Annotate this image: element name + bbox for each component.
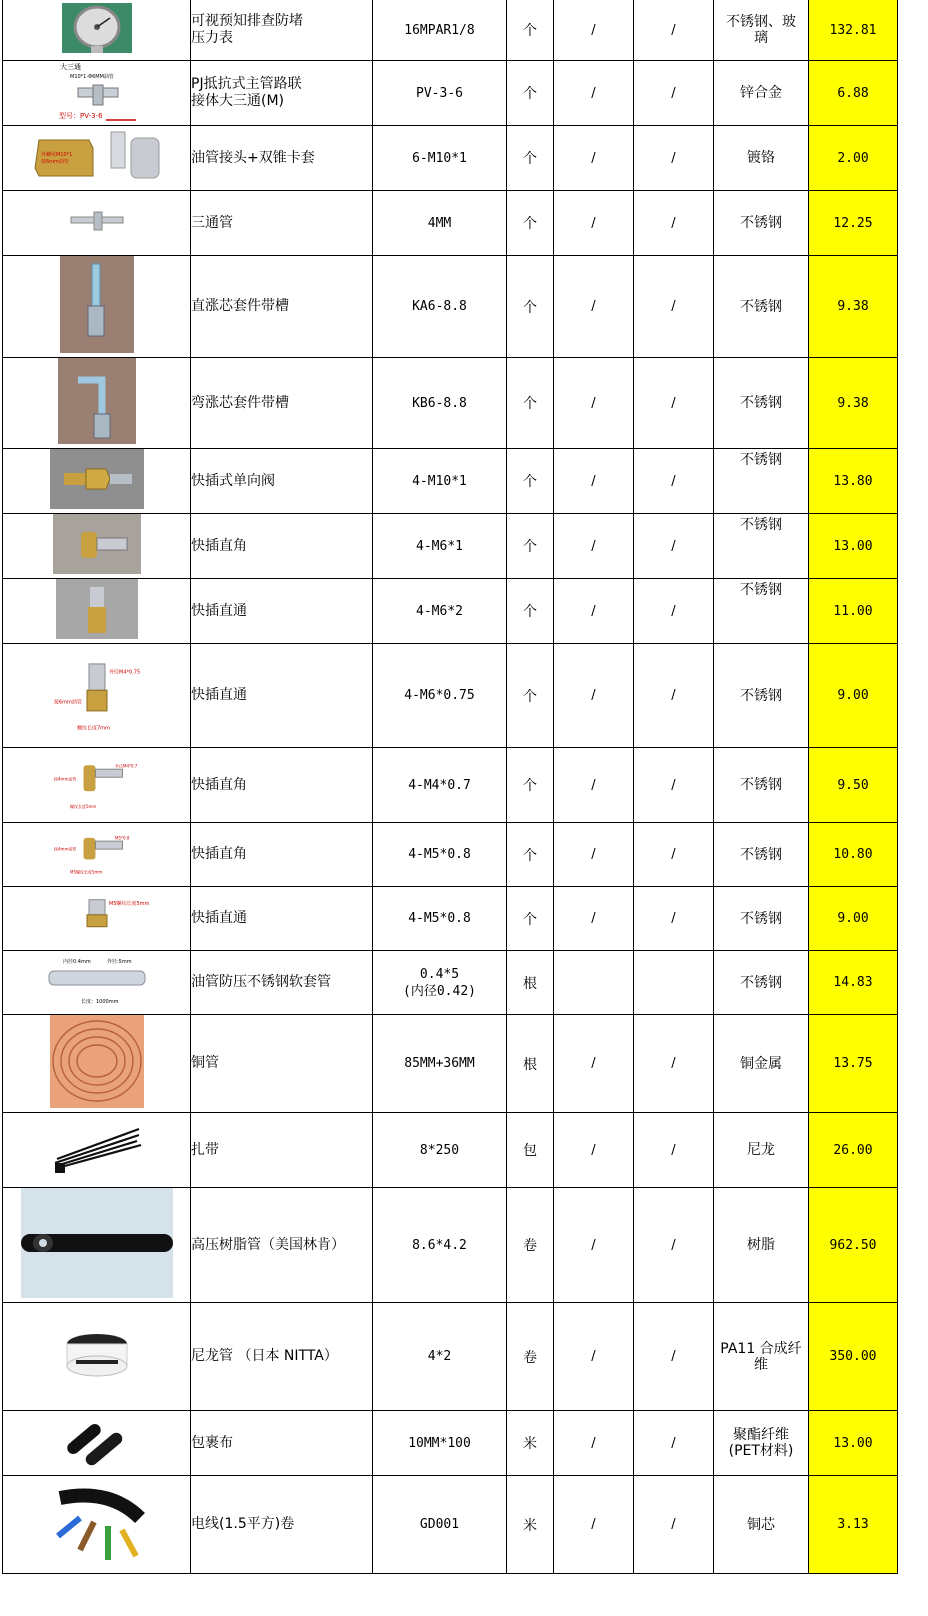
product-name-line: 尼龙管 （日本 NITTA） (191, 1348, 338, 1364)
slash-cell: / (554, 1188, 634, 1303)
slash-cell: / (554, 579, 634, 644)
product-name (191, 514, 373, 579)
product-price: 9.38 (809, 358, 898, 449)
slash-cell: / (554, 256, 634, 358)
product-unit: 个 (507, 579, 554, 644)
product-spec-line: 16MPAR1/8 (404, 22, 475, 38)
tee-pipe-photo (3, 209, 190, 237)
product-unit: 包 (507, 1113, 554, 1188)
slash-cell (634, 951, 714, 1015)
product-material (714, 1303, 809, 1411)
slash-cell (554, 951, 634, 1015)
elbow-quick-connector-photo (3, 514, 190, 578)
product-spec-line: 6-M10*1 (412, 150, 467, 166)
product-spec (373, 823, 507, 887)
slash-cell: / (554, 1411, 634, 1476)
slash-cell: / (554, 1015, 634, 1113)
tee-connector-photo (3, 61, 190, 125)
product-spec (373, 1188, 507, 1303)
product-spec-line: 8.6*4.2 (412, 1237, 467, 1253)
product-name (191, 449, 373, 514)
straight-quick-connector-diagram (3, 890, 190, 948)
slash-cell: / (634, 1188, 714, 1303)
elbow-quick-connector-diagram (3, 826, 190, 884)
product-material-line: 维 (754, 1356, 768, 1373)
product-price: 3.13 (809, 1476, 898, 1574)
product-name-line: 扎带 (191, 1141, 219, 1158)
product-material-line: 锌合金 (740, 85, 782, 101)
product-name-line: 接体大三通(M) (191, 93, 285, 109)
product-price: 9.38 (809, 256, 898, 358)
straight-quick-connector-diagram (3, 647, 190, 745)
table-row (3, 1303, 898, 1411)
product-unit: 个 (507, 191, 554, 256)
product-image (3, 823, 191, 887)
product-material-line: 不锈钢 (740, 777, 782, 793)
svg-text:接4mm油管: 接4mm油管 (53, 775, 76, 781)
product-name (191, 0, 373, 61)
product-spec (373, 126, 507, 191)
slash-cell: / (634, 126, 714, 191)
product-material-line: 树脂 (747, 1237, 775, 1253)
product-image (3, 1476, 191, 1574)
product-unit: 个 (507, 358, 554, 449)
product-unit: 个 (507, 256, 554, 358)
product-image (3, 1015, 191, 1113)
straight-quick-connector-photo (3, 579, 190, 643)
product-material-line: 聚酯纤维 (733, 1427, 789, 1443)
product-material (714, 1476, 809, 1574)
product-spec (373, 1303, 507, 1411)
product-price: 10.80 (809, 823, 898, 887)
product-unit: 米 (507, 1411, 554, 1476)
product-spec-line: 85MM+36MM (404, 1056, 475, 1071)
table-row (3, 514, 898, 579)
product-image (3, 256, 191, 358)
product-price: 12.25 (809, 191, 898, 256)
product-image (3, 358, 191, 449)
product-unit: 个 (507, 887, 554, 951)
product-unit: 个 (507, 61, 554, 126)
copper-pipe-photo (3, 1015, 190, 1112)
svg-text:外径M4*0.7: 外径M4*0.7 (114, 762, 137, 768)
product-price: 2.00 (809, 126, 898, 191)
product-image (3, 0, 191, 61)
table-row (3, 256, 898, 358)
product-spec (373, 887, 507, 951)
product-material (714, 579, 809, 644)
svg-text:M10*1-Φ6MM油管: M10*1-Φ6MM油管 (69, 74, 114, 80)
product-spec (373, 1015, 507, 1113)
product-name-line: PJ抵抗式主管路联 (191, 76, 302, 92)
product-material-line: 尼龙 (747, 1142, 775, 1158)
product-spec-line: PV-3-6 (416, 85, 463, 101)
product-name (191, 644, 373, 748)
product-spec-line: 4-M4*0.7 (408, 777, 471, 793)
svg-text:外径M4*0.75: 外径M4*0.75 (108, 668, 140, 675)
product-name-line: 油管接头+双锥卡套 (191, 149, 315, 166)
product-spec (373, 358, 507, 449)
product-price: 14.83 (809, 951, 898, 1015)
slash-cell: / (634, 1411, 714, 1476)
product-image (3, 579, 191, 644)
slash-cell: / (634, 256, 714, 358)
product-image (3, 1303, 191, 1411)
product-material (714, 1188, 809, 1303)
svg-text:外径:5mm: 外径:5mm (106, 958, 132, 965)
svg-text:大三通: 大三通 (59, 63, 81, 71)
slash-cell: / (634, 358, 714, 449)
product-name-line: 快插式单向阀 (191, 472, 275, 489)
product-spec (373, 61, 507, 126)
product-spec-line: 8*250 (419, 1142, 460, 1158)
table-row (3, 644, 898, 748)
svg-text:螺纹长度7mm: 螺纹长度7mm (76, 725, 110, 732)
product-name (191, 191, 373, 256)
check-valve-photo (3, 449, 190, 513)
slash-cell: / (554, 748, 634, 823)
product-image (3, 191, 191, 256)
product-name (191, 256, 373, 358)
product-price: 9.50 (809, 748, 898, 823)
svg-text:螺纹长度5mm: 螺纹长度5mm (69, 803, 96, 809)
product-spec-line: 4*2 (427, 1349, 452, 1364)
nylon-tube-roll-photo (3, 1328, 190, 1386)
slash-cell: / (634, 1303, 714, 1411)
product-name-line: 高压树脂管（美国林肯） (191, 1236, 345, 1253)
product-unit: 根 (507, 951, 554, 1015)
product-price: 13.75 (809, 1015, 898, 1113)
product-unit: 米 (507, 1476, 554, 1574)
straight-core-fitting-photo (3, 256, 190, 357)
slash-cell: / (554, 191, 634, 256)
slash-cell: / (554, 0, 634, 61)
svg-text:外螺纹M10*1: 外螺纹M10*1 (40, 152, 72, 158)
product-name-line: 铜管 (191, 1055, 219, 1071)
product-spec-line: 4-M5*0.8 (408, 847, 471, 862)
svg-text:接6mm油管: 接6mm油管 (53, 698, 82, 705)
product-price: 9.00 (809, 887, 898, 951)
product-name (191, 1015, 373, 1113)
product-spec-line: 4-M6*1 (416, 538, 463, 554)
svg-text:内径0.4mm: 内径0.4mm (62, 958, 91, 965)
slash-cell: / (554, 126, 634, 191)
table-row (3, 1476, 898, 1574)
slash-cell: / (554, 887, 634, 951)
product-name (191, 887, 373, 951)
product-spec-line: 10MM*100 (408, 1435, 471, 1451)
product-name-line: 压力表 (191, 30, 233, 46)
product-material-line: 不锈钢 (740, 395, 782, 411)
product-unit: 个 (507, 449, 554, 514)
product-spec (373, 951, 507, 1015)
product-unit: 卷 (507, 1303, 554, 1411)
product-material-line: 铜金属 (740, 1055, 782, 1072)
product-spec (373, 1113, 507, 1188)
product-name-line: 快插直通 (191, 687, 247, 703)
product-spec-line: GD001 (419, 1517, 460, 1532)
product-unit: 个 (507, 823, 554, 887)
product-spec (373, 256, 507, 358)
product-unit: 根 (507, 1015, 554, 1113)
product-material (714, 256, 809, 358)
product-name-line: 快插直角 (191, 776, 247, 793)
table-row (3, 191, 898, 256)
product-spec-line: KB6-8.8 (412, 395, 467, 411)
product-material (714, 449, 809, 514)
table-row (3, 748, 898, 823)
slash-cell: / (634, 1113, 714, 1188)
slash-cell: / (634, 579, 714, 644)
slash-cell: / (634, 823, 714, 887)
table-row (3, 61, 898, 126)
product-name-line: 三通管 (191, 214, 233, 231)
product-unit: 个 (507, 0, 554, 61)
product-spec (373, 579, 507, 644)
slash-cell: / (634, 887, 714, 951)
table-row (3, 1015, 898, 1113)
slash-cell: / (554, 1113, 634, 1188)
product-material (714, 61, 809, 126)
slash-cell: / (554, 61, 634, 126)
product-price: 13.80 (809, 449, 898, 514)
electric-wire-photo (3, 1478, 190, 1572)
svg-text:M5螺纹长度5mm: M5螺纹长度5mm (108, 900, 149, 907)
product-price: 13.00 (809, 514, 898, 579)
product-material (714, 1015, 809, 1113)
product-material-line: 不锈钢 (740, 910, 782, 927)
product-material-line: PA11 合成纤 (720, 1340, 802, 1357)
product-name-line: 直涨芯套件带槽 (191, 298, 289, 314)
product-name (191, 748, 373, 823)
slash-cell: / (554, 358, 634, 449)
product-price: 9.00 (809, 644, 898, 748)
elbow-core-fitting-photo (3, 358, 190, 448)
svg-text:M5*0.8: M5*0.8 (114, 835, 129, 840)
product-image (3, 61, 191, 126)
product-material-line: 不锈钢 (740, 452, 782, 468)
product-material (714, 644, 809, 748)
svg-text:长度：1000mm: 长度：1000mm (80, 998, 118, 1005)
product-material (714, 887, 809, 951)
product-material (714, 951, 809, 1015)
product-price: 13.00 (809, 1411, 898, 1476)
product-price: 6.88 (809, 61, 898, 126)
product-image (3, 644, 191, 748)
product-name (191, 1303, 373, 1411)
product-name (191, 1411, 373, 1476)
slash-cell: / (634, 644, 714, 748)
table-row (3, 1113, 898, 1188)
product-image (3, 1411, 191, 1476)
product-name-line: 弯涨芯套件带槽 (191, 394, 289, 411)
product-unit: 个 (507, 126, 554, 191)
product-material (714, 1411, 809, 1476)
product-name-line: 快插直角 (191, 537, 247, 554)
product-image (3, 449, 191, 514)
product-name (191, 126, 373, 191)
product-image (3, 748, 191, 823)
svg-text:接6mm油管: 接6mm油管 (40, 159, 69, 165)
resin-hose-photo (3, 1188, 190, 1302)
product-spec-line: 0.4*5 (419, 966, 460, 982)
slash-cell: / (554, 1303, 634, 1411)
pressure-gauge-photo (3, 3, 190, 57)
slash-cell: / (634, 514, 714, 579)
slash-cell: / (634, 748, 714, 823)
svg-text:接4mm油管: 接4mm油管 (53, 845, 76, 851)
protective-hose-photo (3, 953, 190, 1013)
product-name-line: 电线(1.5平方)卷 (191, 1516, 295, 1532)
cable-ties-photo (3, 1119, 190, 1181)
product-name (191, 358, 373, 449)
product-spec-line: 4-M6*2 (416, 603, 463, 619)
product-material-line: 不锈钢 (740, 974, 782, 991)
slash-cell: / (554, 1476, 634, 1574)
product-unit: 个 (507, 748, 554, 823)
product-name (191, 579, 373, 644)
table-row (3, 579, 898, 644)
product-price: 350.00 (809, 1303, 898, 1411)
product-spec (373, 191, 507, 256)
product-material-line: 不锈钢 (740, 687, 782, 704)
product-spec-line: (内径0.42) (403, 983, 476, 999)
table-row (3, 823, 898, 887)
product-material-line: 铜芯 (747, 1516, 775, 1533)
product-material-line: 不锈钢 (740, 582, 782, 598)
product-unit: 个 (507, 644, 554, 748)
oil-pipe-fitting-photo (3, 126, 190, 190)
product-spec (373, 644, 507, 748)
product-image (3, 514, 191, 579)
product-spec (373, 514, 507, 579)
product-image (3, 1113, 191, 1188)
product-material (714, 823, 809, 887)
product-spec-line: KA6-8.8 (412, 299, 467, 314)
product-name-line: 油管防压不锈钢软套管 (191, 974, 331, 990)
table-row (3, 951, 898, 1015)
product-spec (373, 1411, 507, 1476)
product-spec-line: 4MM (427, 215, 452, 231)
product-spec-line: 4-M10*1 (412, 473, 467, 489)
product-material (714, 1113, 809, 1188)
product-spec-line: 4-M5*0.8 (408, 911, 471, 926)
product-material-line: 不锈钢、玻 (726, 14, 796, 30)
product-name-line: 包裹布 (191, 1434, 233, 1451)
product-material (714, 0, 809, 61)
product-price: 26.00 (809, 1113, 898, 1188)
product-material (714, 126, 809, 191)
slash-cell: / (554, 514, 634, 579)
table-row (3, 887, 898, 951)
product-spec (373, 449, 507, 514)
slash-cell: / (554, 823, 634, 887)
product-name-line: 可视预知排查防堵 (191, 13, 303, 29)
slash-cell: / (634, 61, 714, 126)
product-price: 962.50 (809, 1188, 898, 1303)
product-name (191, 1476, 373, 1574)
product-price: 132.81 (809, 0, 898, 61)
product-material-line: 不锈钢 (740, 298, 782, 315)
product-material (714, 514, 809, 579)
elbow-quick-connector-diagram (3, 751, 190, 820)
product-material-line: 不锈钢 (740, 517, 782, 533)
product-material-line: 镀铬 (747, 150, 775, 166)
table-row (3, 1188, 898, 1303)
product-name (191, 1188, 373, 1303)
slash-cell: / (554, 644, 634, 748)
product-image (3, 951, 191, 1015)
product-image (3, 126, 191, 191)
product-name (191, 823, 373, 887)
product-material-line: 不锈钢 (740, 846, 782, 863)
product-name (191, 951, 373, 1015)
slash-cell: / (554, 449, 634, 514)
table-row (3, 358, 898, 449)
product-image (3, 887, 191, 951)
product-material (714, 191, 809, 256)
product-name-line: 快插直通 (191, 602, 247, 619)
product-unit: 卷 (507, 1188, 554, 1303)
product-material-line: 不锈钢 (740, 215, 782, 231)
product-spec (373, 748, 507, 823)
product-price-table (2, 0, 898, 1574)
product-spec (373, 0, 507, 61)
slash-cell: / (634, 1476, 714, 1574)
product-material-line: 璃 (754, 30, 768, 46)
table-row (3, 1411, 898, 1476)
product-spec (373, 1476, 507, 1574)
svg-text:型号：PV-3-6: 型号：PV-3-6 (58, 112, 103, 120)
product-price: 11.00 (809, 579, 898, 644)
svg-text:M5螺纹长度5mm: M5螺纹长度5mm (69, 869, 102, 875)
table-row (3, 0, 898, 61)
product-name-line: 快插直角 (191, 846, 247, 862)
product-image (3, 1188, 191, 1303)
product-name-line: 快插直通 (191, 910, 247, 926)
product-spec-line: 4-M6*0.75 (404, 688, 475, 703)
product-material (714, 748, 809, 823)
wrapping-sleeve-photo (3, 1411, 190, 1475)
product-name (191, 1113, 373, 1188)
slash-cell: / (634, 1015, 714, 1113)
slash-cell: / (634, 191, 714, 256)
table-row (3, 126, 898, 191)
product-material-line: (PET材料) (728, 1443, 794, 1459)
table-row (3, 449, 898, 514)
slash-cell: / (634, 449, 714, 514)
product-name (191, 61, 373, 126)
product-material (714, 358, 809, 449)
slash-cell: / (634, 0, 714, 61)
product-unit: 个 (507, 514, 554, 579)
